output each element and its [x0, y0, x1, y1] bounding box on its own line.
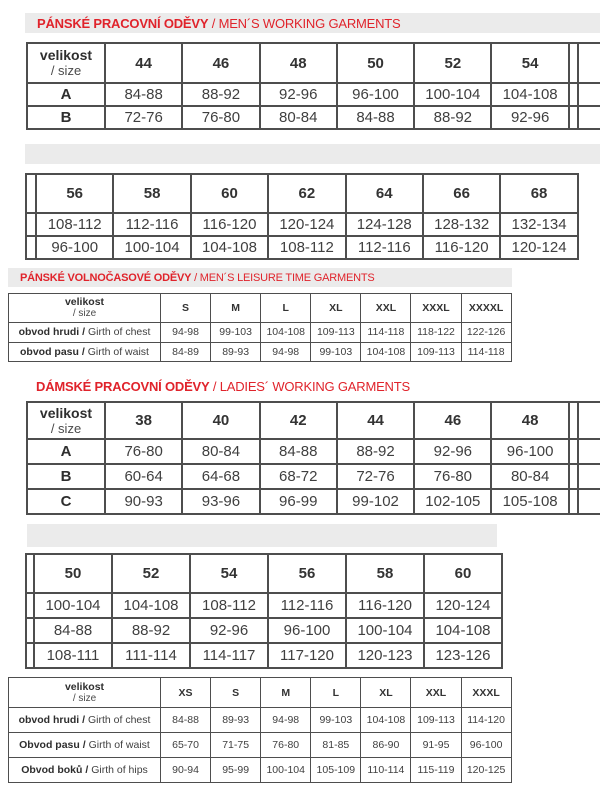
table-cell: [26, 593, 34, 618]
value-cell: 109-113: [411, 708, 461, 733]
table-cell: [578, 439, 600, 464]
column-header: 46: [182, 43, 259, 83]
value-cell: 120-125: [461, 758, 511, 783]
value-cell: 96-100: [491, 439, 568, 464]
value-cell: 89-93: [211, 708, 261, 733]
column-header: L: [261, 294, 311, 323]
size-header-cell: velikost / size: [27, 402, 105, 439]
value-cell: 110-114: [361, 758, 411, 783]
column-header: XL: [361, 678, 411, 708]
column-header: 38: [105, 402, 182, 439]
value-cell: 94-98: [261, 708, 311, 733]
table-cell: [569, 106, 578, 129]
value-cell: 112-116: [346, 236, 423, 259]
value-cell: 114-120: [461, 708, 511, 733]
table-cell: [26, 213, 36, 236]
table-cell: [578, 402, 600, 439]
table-cell: [569, 83, 578, 106]
value-cell: 99-102: [337, 489, 414, 514]
value-cell: 80-84: [491, 464, 568, 489]
column-header: XXL: [361, 294, 411, 323]
value-cell: 108-112: [190, 593, 268, 618]
table-cell: [26, 554, 34, 593]
value-cell: 100-104: [261, 758, 311, 783]
column-header: L: [311, 678, 361, 708]
table-cell: [578, 83, 600, 106]
value-cell: 86-90: [361, 733, 411, 758]
ladies-working-table-2: [25, 553, 503, 669]
value-cell: 91-95: [411, 733, 461, 758]
row-header: A: [27, 439, 105, 464]
value-cell: 114-117: [190, 643, 268, 668]
separator-bar-1: [25, 144, 600, 164]
ladies-working-table-1: [26, 401, 600, 515]
mens-working-title-bar: [25, 13, 600, 33]
value-cell: 68-72: [260, 464, 337, 489]
table-cell: [578, 106, 600, 129]
value-cell: 81-85: [311, 733, 361, 758]
row-header: obvod hrudi / Girth of chest: [9, 323, 161, 343]
value-cell: 88-92: [182, 83, 259, 106]
value-cell: 64-68: [182, 464, 259, 489]
column-header: 40: [182, 402, 259, 439]
table-cell: [569, 489, 578, 514]
row-header: obvod pasu / Girth of waist: [9, 342, 161, 362]
mens-leisure-title-bar: [8, 268, 512, 287]
column-header: XXL: [411, 678, 461, 708]
table-cell: [578, 489, 600, 514]
column-header: 56: [268, 554, 346, 593]
table-cell: [26, 236, 36, 259]
value-cell: 93-96: [182, 489, 259, 514]
column-header: 46: [414, 402, 491, 439]
table-cell: [26, 618, 34, 643]
value-cell: 104-108: [191, 236, 268, 259]
value-cell: 88-92: [112, 618, 190, 643]
value-cell: 104-108: [112, 593, 190, 618]
value-cell: 96-100: [36, 236, 113, 259]
value-cell: 117-120: [268, 643, 346, 668]
column-header: 52: [112, 554, 190, 593]
value-cell: 108-111: [34, 643, 112, 668]
value-cell: 84-88: [161, 708, 211, 733]
value-cell: 116-120: [191, 213, 268, 236]
value-cell: 84-89: [161, 342, 211, 362]
column-header: 52: [414, 43, 491, 83]
mens-leisure-title-english: / MEN´S LEISURE TIME GARMENTS: [191, 271, 375, 284]
value-cell: 120-124: [424, 593, 502, 618]
value-cell: 84-88: [337, 106, 414, 129]
value-cell: 115-119: [411, 758, 461, 783]
column-header: 60: [424, 554, 502, 593]
column-header: 68: [500, 174, 577, 213]
column-header: XXXL: [461, 678, 511, 708]
value-cell: 112-116: [268, 593, 346, 618]
column-header: XL: [311, 294, 361, 323]
value-cell: 102-105: [414, 489, 491, 514]
value-cell: 109-113: [311, 323, 361, 343]
value-cell: 114-118: [361, 323, 411, 343]
value-cell: 65-70: [161, 733, 211, 758]
mens-leisure-title-czech: PÁNSKÉ VOLNOČASOVÉ ODĚVY: [20, 271, 192, 284]
value-cell: 88-92: [414, 106, 491, 129]
value-cell: 104-108: [424, 618, 502, 643]
value-cell: 96-100: [337, 83, 414, 106]
size-header-cell: velikost / size: [9, 678, 161, 708]
value-cell: 100-104: [346, 618, 424, 643]
value-cell: 99-103: [211, 323, 261, 343]
value-cell: 99-103: [311, 342, 361, 362]
table-cell: [26, 174, 36, 213]
column-header: 54: [190, 554, 268, 593]
value-cell: 109-113: [411, 342, 461, 362]
column-header: 48: [260, 43, 337, 83]
value-cell: 104-108: [261, 323, 311, 343]
value-cell: 100-104: [414, 83, 491, 106]
value-cell: 76-80: [261, 733, 311, 758]
row-header: B: [27, 464, 105, 489]
value-cell: 100-104: [113, 236, 190, 259]
column-header: 66: [423, 174, 500, 213]
table-cell: [569, 43, 578, 83]
value-cell: 120-123: [346, 643, 424, 668]
table-cell: [569, 439, 578, 464]
column-header: 58: [113, 174, 190, 213]
table-cell: [569, 402, 578, 439]
value-cell: 104-108: [361, 708, 411, 733]
value-cell: 72-76: [337, 464, 414, 489]
mens-leisure-table: [8, 293, 512, 362]
mens-working-table-2: [25, 173, 579, 260]
value-cell: 120-124: [500, 236, 577, 259]
row-header: C: [27, 489, 105, 514]
column-header: 58: [346, 554, 424, 593]
size-header-cell: velikost / size: [27, 43, 105, 83]
table-cell: [578, 43, 600, 83]
value-cell: 88-92: [337, 439, 414, 464]
row-header: A: [27, 83, 105, 106]
column-header: 50: [34, 554, 112, 593]
value-cell: 96-100: [268, 618, 346, 643]
separator-bar-2: [27, 524, 497, 547]
value-cell: 92-96: [414, 439, 491, 464]
column-header: 48: [491, 402, 568, 439]
value-cell: 90-94: [161, 758, 211, 783]
value-cell: 105-109: [311, 758, 361, 783]
row-header: Obvod pasu / Girth of waist: [9, 733, 161, 758]
table-cell: [569, 464, 578, 489]
column-header: 50: [337, 43, 414, 83]
table-cell: [578, 464, 600, 489]
value-cell: 114-118: [461, 342, 511, 362]
value-cell: 80-84: [182, 439, 259, 464]
value-cell: 94-98: [261, 342, 311, 362]
ladies-working-title-english: / LADIES´ WORKING GARMENTS: [209, 378, 410, 394]
value-cell: 100-104: [34, 593, 112, 618]
row-header: Obvod boků / Girth of hips: [9, 758, 161, 783]
value-cell: 92-96: [260, 83, 337, 106]
value-cell: 90-93: [105, 489, 182, 514]
value-cell: 76-80: [105, 439, 182, 464]
size-header-cell: velikost / size: [9, 294, 161, 323]
value-cell: 105-108: [491, 489, 568, 514]
value-cell: 92-96: [491, 106, 568, 129]
value-cell: 128-132: [423, 213, 500, 236]
column-header: 54: [491, 43, 568, 83]
column-header: 62: [268, 174, 345, 213]
column-header: M: [261, 678, 311, 708]
value-cell: 84-88: [105, 83, 182, 106]
value-cell: 96-100: [461, 733, 511, 758]
column-header: 44: [337, 402, 414, 439]
column-header: 60: [191, 174, 268, 213]
column-header: XXXXL: [461, 294, 511, 323]
column-header: S: [161, 294, 211, 323]
value-cell: 84-88: [34, 618, 112, 643]
value-cell: 120-124: [268, 213, 345, 236]
value-cell: 116-120: [346, 593, 424, 618]
value-cell: 108-112: [36, 213, 113, 236]
table-cell: [26, 643, 34, 668]
mens-working-title-czech: PÁNSKÉ PRACOVNÍ ODĚVY: [37, 15, 209, 31]
value-cell: 94-98: [161, 323, 211, 343]
value-cell: 104-108: [491, 83, 568, 106]
value-cell: 108-112: [268, 236, 345, 259]
value-cell: 132-134: [500, 213, 577, 236]
value-cell: 116-120: [423, 236, 500, 259]
value-cell: 124-128: [346, 213, 423, 236]
value-cell: 84-88: [260, 439, 337, 464]
ladies-measurements-table: [8, 677, 512, 783]
column-header: 42: [260, 402, 337, 439]
value-cell: 95-99: [211, 758, 261, 783]
row-header: obvod hrudi / Girth of chest: [9, 708, 161, 733]
ladies-working-title-czech: DÁMSKÉ PRACOVNÍ ODĚVY: [36, 378, 210, 394]
column-header: 56: [36, 174, 113, 213]
value-cell: 71-75: [211, 733, 261, 758]
mens-working-title-english: / MEN´S WORKING GARMENTS: [208, 15, 401, 31]
value-cell: 112-116: [113, 213, 190, 236]
value-cell: 89-93: [211, 342, 261, 362]
value-cell: 111-114: [112, 643, 190, 668]
value-cell: 118-122: [411, 323, 461, 343]
row-header: B: [27, 106, 105, 129]
value-cell: 92-96: [190, 618, 268, 643]
value-cell: 72-76: [105, 106, 182, 129]
ladies-working-title: [36, 377, 410, 395]
value-cell: 80-84: [260, 106, 337, 129]
value-cell: 123-126: [424, 643, 502, 668]
column-header: S: [211, 678, 261, 708]
column-header: 64: [346, 174, 423, 213]
value-cell: 76-80: [182, 106, 259, 129]
value-cell: 76-80: [414, 464, 491, 489]
value-cell: 96-99: [260, 489, 337, 514]
column-header: XXXL: [411, 294, 461, 323]
value-cell: 60-64: [105, 464, 182, 489]
column-header: XS: [161, 678, 211, 708]
column-header: M: [211, 294, 261, 323]
value-cell: 122-126: [461, 323, 511, 343]
column-header: 44: [105, 43, 182, 83]
value-cell: 104-108: [361, 342, 411, 362]
mens-working-table-1: [26, 42, 600, 130]
value-cell: 99-103: [311, 708, 361, 733]
